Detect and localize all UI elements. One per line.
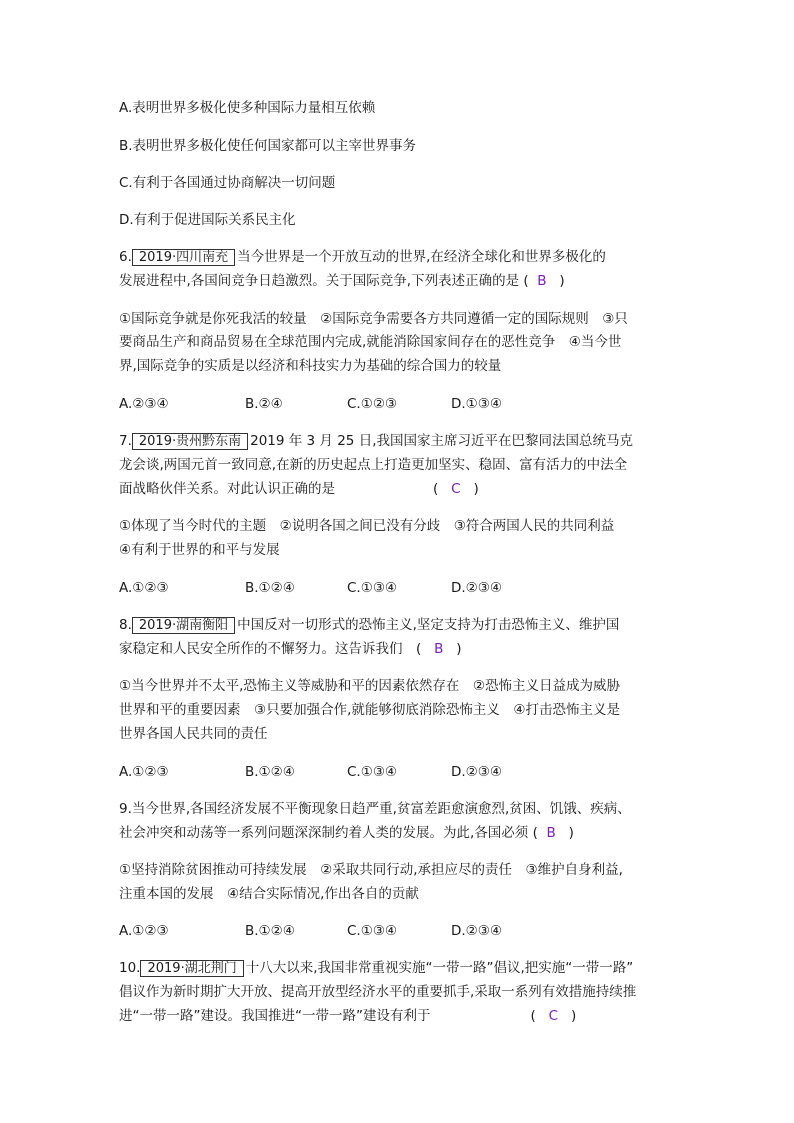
q7-stem-line1 — [119, 432, 699, 450]
q6-statement-line3: 界,国际竞争的实质是以经济和科技实力为基础的综合国力的较量 — [119, 358, 502, 374]
source-tag: 2019·湖北荆门 — [140, 960, 243, 977]
q10-stem-line1 — [119, 959, 699, 977]
q8-statement-line1: ①当今世界并不太平,恐怖主义等威胁和平的因素依然存在 ②恐怖主义日益成为威胁 — [119, 678, 620, 694]
q9-stem-line1: 9.当今世界,各国经济发展不平衡现象日趋严重,贫富差距愈演愈烈,贫困、饥饿、疾病、 — [119, 801, 631, 817]
q10-stem-line3 — [119, 1007, 699, 1025]
stem-text: 发展进程中,各国间竞争日趋激烈。关于国际竞争,下列表述正确的是 ( — [119, 273, 529, 289]
stem-text: 中国反对一切形式的恐怖主义,坚定支持为打击恐怖主义、维护国 — [237, 617, 620, 633]
q8-choice-c: C.①③④ — [347, 764, 398, 780]
paren: ( — [433, 481, 439, 497]
paren: ) — [456, 641, 462, 657]
q10-stem-line2: 倡议作为新时期扩大开放、提高开放型经济水平的重要抓手,采取一系列有效措施持续推 — [119, 984, 637, 1000]
q8-statement-line3: 世界各国人民共同的责任 — [119, 726, 268, 742]
q5-option-a: A.表明世界多极化使多种国际力量相互依赖 — [119, 100, 376, 116]
q7-choice-d: D.②③④ — [451, 580, 502, 596]
q5-option-b: B.表明世界多极化使任何国家都可以主宰世界事务 — [119, 138, 417, 154]
q6-statement-line2: 要商品生产和商品贸易在全球范围内完成,就能消除国家间存在的恶性竞争 ④当今世 — [119, 334, 622, 350]
stem-text: 当今世界是一个开放互动的世界,在经济全球化和世界多极化的 — [237, 249, 606, 265]
q7-stem-line3 — [119, 480, 699, 498]
answer-letter: C — [548, 1008, 559, 1024]
stem-text: 社会冲突和动荡等一系列问题深深制约着人类的发展。为此,各国必须 ( — [119, 825, 538, 841]
source-tag: 2019·贵州黔东南 — [132, 433, 248, 450]
q6-choice-c: C.①②③ — [347, 396, 398, 412]
stem-text: 十八大以来,我国非常重视实施“一带一路”倡议,把实施“一带一路” — [245, 960, 634, 976]
answer-letter: C — [451, 481, 461, 497]
q6-stem-line2 — [119, 272, 699, 290]
q9-statement-line2: 注重本国的发展 ④结合实际情况,作出各自的贡献 — [119, 886, 419, 902]
paren: ) — [473, 481, 479, 497]
q5-option-c: C.有利于各国通过协商解决一切问题 — [119, 175, 336, 191]
q9-stem-line2 — [119, 824, 699, 842]
stem-text: 家稳定和人民安全所作的不懈努力。这告诉我们 ( — [119, 641, 422, 657]
answer-letter: B — [546, 825, 556, 841]
source-tag: 2019·四川南充 — [132, 249, 235, 266]
source-tag: 2019·湖南衡阳 — [132, 617, 235, 634]
stem-text: 面战略伙伴关系。对此认识正确的是 — [119, 481, 335, 497]
q7-choice-a: A.①②③ — [119, 580, 169, 596]
answer-letter: B — [537, 273, 547, 289]
question-number: 10. — [119, 960, 141, 976]
q8-choice-d: D.②③④ — [451, 764, 502, 780]
q7-stem-line2: 龙会谈,两国元首一致同意,在新的历史起点上打造更加坚实、稳固、富有活力的中法全 — [119, 457, 628, 473]
q9-choice-c: C.①③④ — [347, 923, 398, 939]
q8-choice-a: A.①②③ — [119, 764, 169, 780]
paren: ) — [559, 273, 565, 289]
q6-choice-b: B.②④ — [245, 396, 283, 412]
q9-choice-d: D.②③④ — [451, 923, 502, 939]
q5-option-d: D.有利于促进国际关系民主化 — [119, 212, 296, 228]
q6-stem-line1 — [119, 248, 699, 266]
paren: ) — [568, 825, 574, 841]
q9-choice-b: B.①②④ — [245, 923, 295, 939]
q7-statement-line1: ①体现了当今时代的主题 ②说明各国之间已没有分歧 ③符合两国人民的共同利益 — [119, 518, 615, 534]
q9-choice-a: A.①②③ — [119, 923, 169, 939]
paren: ( — [530, 1008, 536, 1024]
q8-stem-line1 — [119, 616, 699, 634]
q6-choice-a: A.②③④ — [119, 396, 169, 412]
question-number: 8. — [119, 617, 132, 633]
q7-choice-b: B.①②④ — [245, 580, 295, 596]
stem-text: 进“一带一路”建设。我国推进“一带一路”建设有利于 — [119, 1008, 431, 1024]
question-number: 6. — [119, 249, 132, 265]
answer-letter: B — [434, 641, 444, 657]
q9-statement-line1: ①坚持消除贫困推动可持续发展 ②采取共同行动,承担应尽的责任 ③维护自身利益, — [119, 862, 623, 878]
q8-statement-line2: 世界和平的重要因素 ③只要加强合作,就能够彻底消除恐怖主义 ④打击恐怖主义是 — [119, 702, 620, 718]
paren: ) — [570, 1008, 577, 1024]
stem-text: 2019 年 3 月 25 日,我国国家主席习近平在巴黎同法国总统马克 — [250, 433, 633, 449]
q7-statement-line2: ④有利于世界的和平与发展 — [119, 542, 280, 558]
q8-stem-line2 — [119, 640, 699, 658]
question-number: 7. — [119, 433, 132, 449]
q6-statement-line1: ①国际竞争就是你死我活的较量 ②国际竞争需要各方共同遵循一定的国际规则 ③只 — [119, 311, 628, 327]
q8-choice-b: B.①②④ — [245, 764, 295, 780]
q7-choice-c: C.①③④ — [347, 580, 398, 596]
q6-choice-d: D.①③④ — [451, 396, 502, 412]
